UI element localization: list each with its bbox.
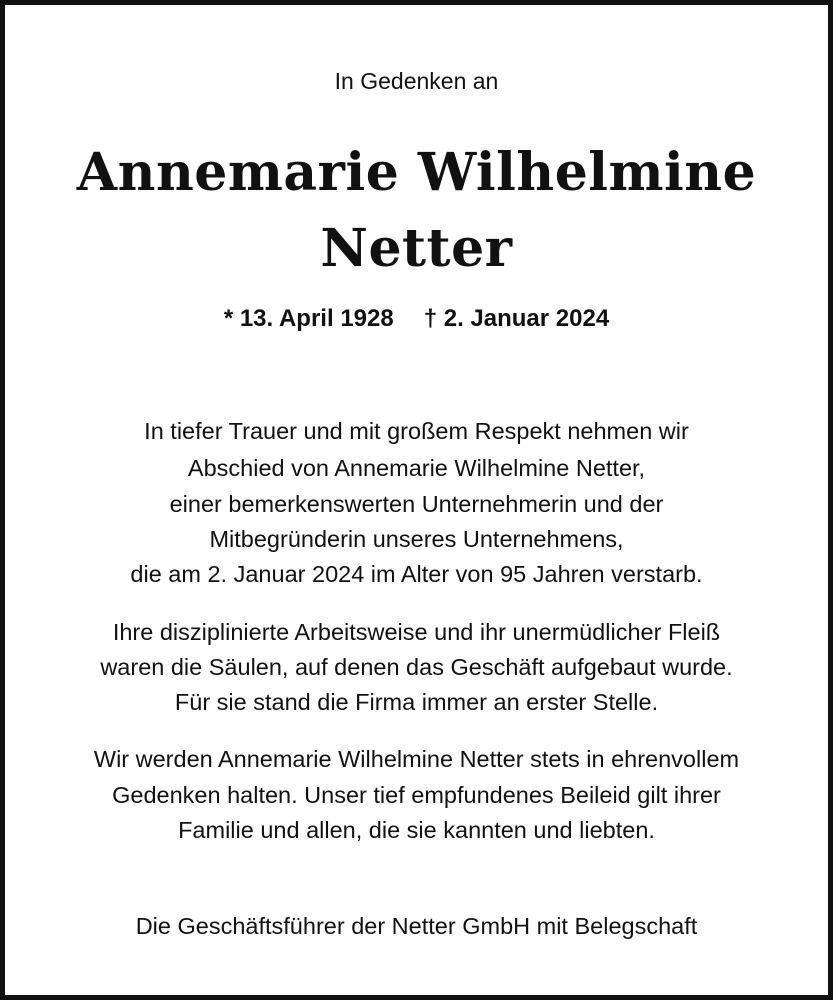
death-date: † 2. Januar 2024 <box>423 305 610 332</box>
paragraph-2-line: waren die Säulen, auf denen das Geschäft aufgebaut wurde. <box>100 654 733 680</box>
paragraph-3-line: Gedenken halten. Unser tief empfundenes Beileid gilt ihrer <box>112 782 721 808</box>
paragraph-1-line: die am 2. Januar 2024 im Alter von 95 Jahren verstarb. <box>130 561 703 587</box>
paragraph-1-line: Abschied von Annemarie Wilhelmine Netter, <box>187 455 646 481</box>
paragraph-3-line: Familie und allen, die sie kannten und liebten. <box>178 817 655 843</box>
paragraph-1-line: In tiefer Trauer und mit großem Respekt nehmen wir <box>144 418 689 444</box>
birth-date: * 13. April 1928 <box>223 305 394 332</box>
paragraph-1-line: Mitbegründerin unseres Unternehmens, <box>209 526 624 552</box>
life-dates <box>5 302 828 336</box>
deceased-name-line-2: Netter <box>320 218 513 279</box>
paragraph-2-line: Ihre disziplinierte Arbeitsweise und ihr unermüdlicher Fleiß <box>112 619 721 645</box>
paragraph-1-line: einer bemerkenswerten Unternehmerin und der <box>169 491 664 517</box>
intro-text: In Gedenken an <box>334 68 499 94</box>
paragraph-2-line: Für sie stand die Firma immer an erster Stelle. <box>174 689 659 715</box>
paragraph-3-line: Wir werden Annemarie Wilhelmine Netter stets in ehrenvollem <box>93 746 740 772</box>
deceased-name-line-1: Annemarie Wilhelmine <box>76 142 757 203</box>
signature: Die Geschäftsführer der Netter GmbH mit Belegschaft <box>135 913 698 939</box>
